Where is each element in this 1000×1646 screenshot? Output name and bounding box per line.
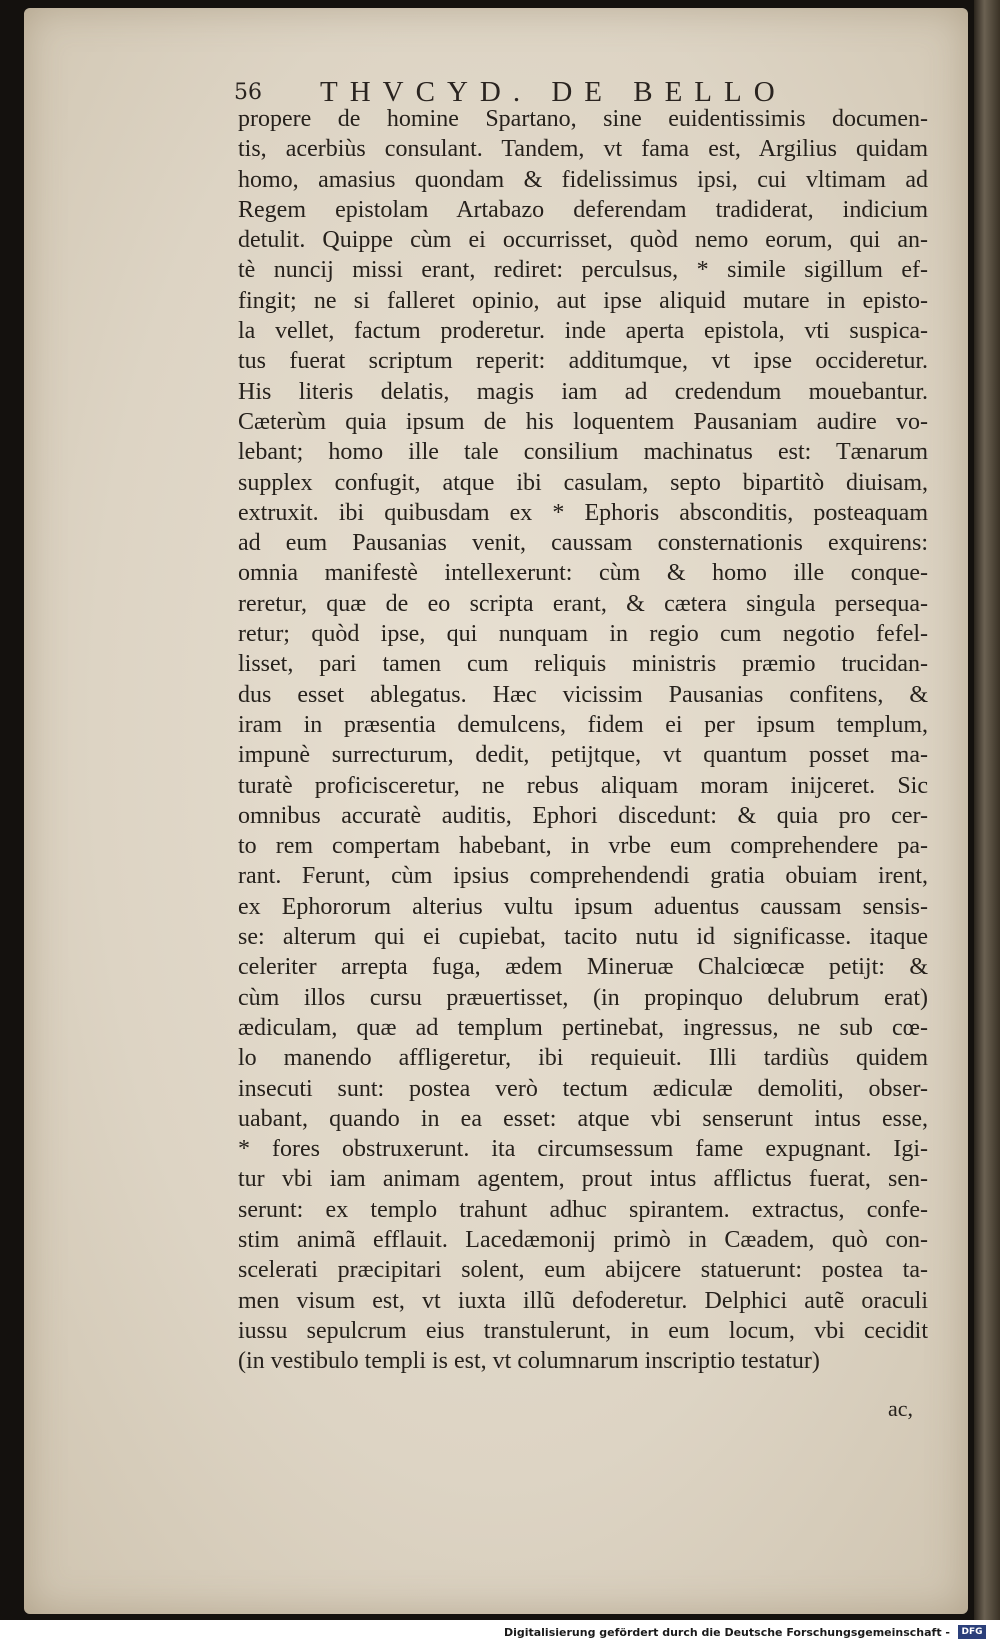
- text-line: supplex confugit, atque ibi casulam, septo bipartitò diuisam,: [238, 469, 928, 496]
- running-head-title: THVCYD. DE BELLO: [320, 75, 787, 108]
- text-line: tis, acerbiùs consulant. Tandem, vt fama est, Argilius quidam: [238, 136, 928, 163]
- text-line: (in vestibulo templi is est, vt columnarum inscriptio testatur): [238, 1348, 820, 1375]
- text-line: turatè proficisceretur, ne rebus aliquam moram inijceret. Sic: [238, 772, 928, 799]
- text-line: omnia manifestè intellexerunt: cùm & homo ille conque-: [238, 560, 928, 587]
- text-line: tè nuncij missi erant, rediret: perculsus, * simile sigillum ef-: [238, 257, 928, 284]
- body-text: [238, 104, 928, 1376]
- text-line: Regem epistolam Artabazo deferendam tradiderat, indicium: [238, 196, 928, 223]
- text-line: cùm illos cursu præuertisset, (in propinquo delubrum erat): [238, 984, 928, 1011]
- text-line: extruxit. ibi quibusdam ex * Ephoris absconditis, posteaquam: [238, 499, 928, 526]
- text-line: lo manendo affligeretur, ibi requieuit. Illi tardiùs quidem: [238, 1045, 928, 1072]
- text-line: detulit. Quippe cùm ei occurrisset, quòd nemo eorum, qui an-: [238, 227, 928, 254]
- text-line: impunè surrecturum, dedit, petijtque, vt quantum posset ma-: [238, 742, 928, 769]
- text-line: retur; quòd ipse, qui nunquam in regio cum negotio fefel-: [238, 621, 928, 648]
- text-line: His literis delatis, magis iam ad credendum mouebantur.: [238, 378, 928, 405]
- text-line: serunt: ex templo trahunt adhuc spirantem. extractus, confe-: [238, 1196, 928, 1223]
- text-line: men visum est, vt iuxta illũ defoderetur. Delphici autẽ oraculi: [238, 1287, 928, 1314]
- text-line: ad eum Pausanias venit, caussam consternationis exquirens:: [238, 530, 928, 557]
- text-line: iram in præsentia demulcens, fidem ei per ipsum templum,: [238, 711, 928, 738]
- text-line: celeriter arrepta fuga, ædem Mineruæ Chalciœcæ petijt: &: [238, 954, 928, 981]
- text-line: dus esset ablegatus. Hæc vicissim Pausanias confitens, &: [238, 681, 928, 708]
- text-line: lisset, pari tamen cum reliquis ministris præmio trucidan-: [238, 651, 928, 678]
- text-line: la vellet, factum proderetur. inde aperta epistola, vti suspica-: [238, 318, 928, 345]
- text-line: * fores obstruxerunt. ita circumsessum fame expugnant. Igi-: [238, 1136, 928, 1163]
- text-line: insecuti sunt: postea verò tectum ædiculæ demoliti, obser-: [238, 1075, 928, 1102]
- text-line: lebant; homo ille tale consilium machinatus est: Tænarum: [238, 439, 928, 466]
- text-line: scelerati præcipitari solent, eum abijcere statuerunt: postea ta-: [238, 1257, 928, 1284]
- text-line: homo, amasius quondam & fidelissimus ipsi, cui vltimam ad: [238, 166, 928, 193]
- dfg-logo-icon: DFG: [958, 1625, 986, 1639]
- text-line: ædiculam, quæ ad templum pertinebat, ingressus, ne sub cœ-: [238, 1014, 928, 1041]
- text-line: stim animã efflauit. Lacedæmonij primò in Cæadem, quò con-: [238, 1226, 928, 1253]
- text-line: tus fuerat scriptum reperit: additumque, vt ipse occideretur.: [238, 348, 928, 375]
- text-line: rant. Ferunt, cùm ipsius comprehendendi gratia obuiam irent,: [238, 863, 928, 890]
- page-number: 56: [234, 79, 262, 105]
- page-edge: [974, 0, 1000, 1620]
- text-line: iussu sepulcrum eius transtulerunt, in eum locum, vbi cecidit: [238, 1317, 928, 1344]
- catchword: ac,: [888, 1396, 914, 1421]
- text-line: fingit; ne si falleret opinio, aut ipse aliquid mutare in episto-: [238, 287, 928, 314]
- text-line: to rem compertam habebant, in vrbe eum comprehendere pa-: [238, 833, 928, 860]
- text-line: ex Ephororum alterius vultu ipsum aduentus caussam sensis-: [238, 893, 928, 920]
- text-line: omnibus accuratè auditis, Ephori discedunt: & quia pro cer-: [238, 802, 928, 829]
- text-line: Cæterùm quia ipsum de his loquentem Pausaniam audire vo-: [238, 408, 928, 435]
- footer-credit: Digitalisierung gefördert durch die Deutsche Forschungsgemeinschaft -: [503, 1626, 950, 1639]
- text-line: tur vbi iam animam agentem, prout intus afflictus fuerat, sen-: [238, 1166, 928, 1193]
- text-line: propere de homine Spartano, sine euidentissimis documen-: [238, 106, 928, 132]
- text-line: reretur, quæ de eo scripta erant, & cætera singula persequa-: [238, 590, 928, 617]
- text-line: uabant, quando in ea esset: atque vbi senserunt intus esse,: [238, 1105, 928, 1132]
- digitization-footer: [0, 1620, 1000, 1646]
- text-line: se: alterum qui ei cupiebat, tacito nutu id significasse. itaque: [238, 924, 928, 951]
